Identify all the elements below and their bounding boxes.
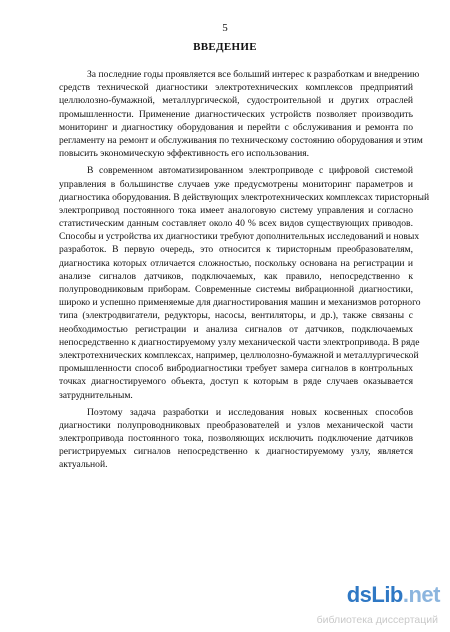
text-line: широко и успешно применяемые для диагностирования машин и механизмов роторного [59,297,421,309]
text-line: типа (электродвигатели, редукторы, насосы, вентиляторы, и др.), также связаны с [59,310,413,322]
text-line: непосредственно к диагностируемому узлу механической части электропривода. В ряде [59,336,420,348]
text-line: Поэтому задача разработки и исследования новых косвенных способов [87,406,413,418]
text-line: анализе сигналов датчиков, подключаемых, как правило, непосредственно к [59,270,413,282]
watermark-caption: библиотека диссертаций [316,614,438,626]
text-line: полупроводниковым приборам. Современные системы вибрационной диагностики, [59,284,413,295]
watermark-logo-suffix: .net [402,582,440,607]
text-line: точках диагностируемого объекта, доступ к которым в ряде случаев оказывается [59,376,413,388]
text-line: актуальной. [59,459,108,471]
text-line: Способы и устройства их диагностики требуют дополнительных исследований и новых [59,231,420,243]
text-line: промышленности. Применение диагностических устройств позволяет производить [59,108,413,120]
text-line: диагностики полупроводниковых преобразователей и узлов механической части [59,419,413,431]
text-line: электропривод постоянного тока имеет аналоговую систему управления и согласно [59,204,413,216]
text-line: регламенту на ремонт и обслуживания по техническому состоянию оборудования и этим [59,134,423,146]
text-line: статистическим данным составляет около 40 % всех видов существующих приводов. [59,218,413,230]
text-line: электротехнических комплексах, например, целлюлозно-бумажной и металлургической [59,349,419,361]
watermark-logo [347,582,440,608]
text-line: разработок. В первую очередь, это относится к тиристорным преобразователям, [59,244,413,256]
paragraph [59,68,423,160]
paragraph [59,406,413,472]
text-line: необходимостью регистрации и анализа сигналов от датчиков, подключаемых [59,323,413,335]
text-line: электропривода постоянного тока, позволяющих исключить подключение датчиков [59,433,413,445]
section-heading: ВВЕДЕНИЕ [193,41,257,53]
text-line: промышленности способ вибродиагностики требует замера сигналов в контрольных [59,363,413,375]
text-line: управления в большинстве случаев уже предусмотрены мониторинг параметров и [59,178,413,190]
text-line: диагностика которых отличается сложностью, поскольку основана на регистрации и [59,257,413,269]
text-line: регистрируемых сигналов непосредственно к диагностируемому узлу, является [59,446,413,458]
text-line: диагностика оборудования. В действующих электротехнических комплексах тиристорный [59,191,430,203]
text-line: целлюлозно-бумажной, металлургической, судостроительной и других отраслей [59,95,413,107]
text-line: За последние годы проявляется все больший интерес к разработкам и внедрению [87,69,420,80]
paragraph [59,164,430,401]
watermark [310,582,440,626]
text-line: затруднительным. [59,389,133,401]
watermark-logo-main: dsLib [346,582,403,607]
text-line: средств технической диагностики электротехнических комплексов предприятий [59,82,413,94]
body-text [59,68,430,476]
text-line: В современном автоматизированном электроприводе с цифровой системой [87,165,413,177]
text-line: повысить экономическую эффективность его использования. [59,148,310,160]
text-line: мониторинг и диагностику оборудования и перейти с обслуживания и ремонта по [59,121,413,133]
page-number: 5 [222,22,228,34]
